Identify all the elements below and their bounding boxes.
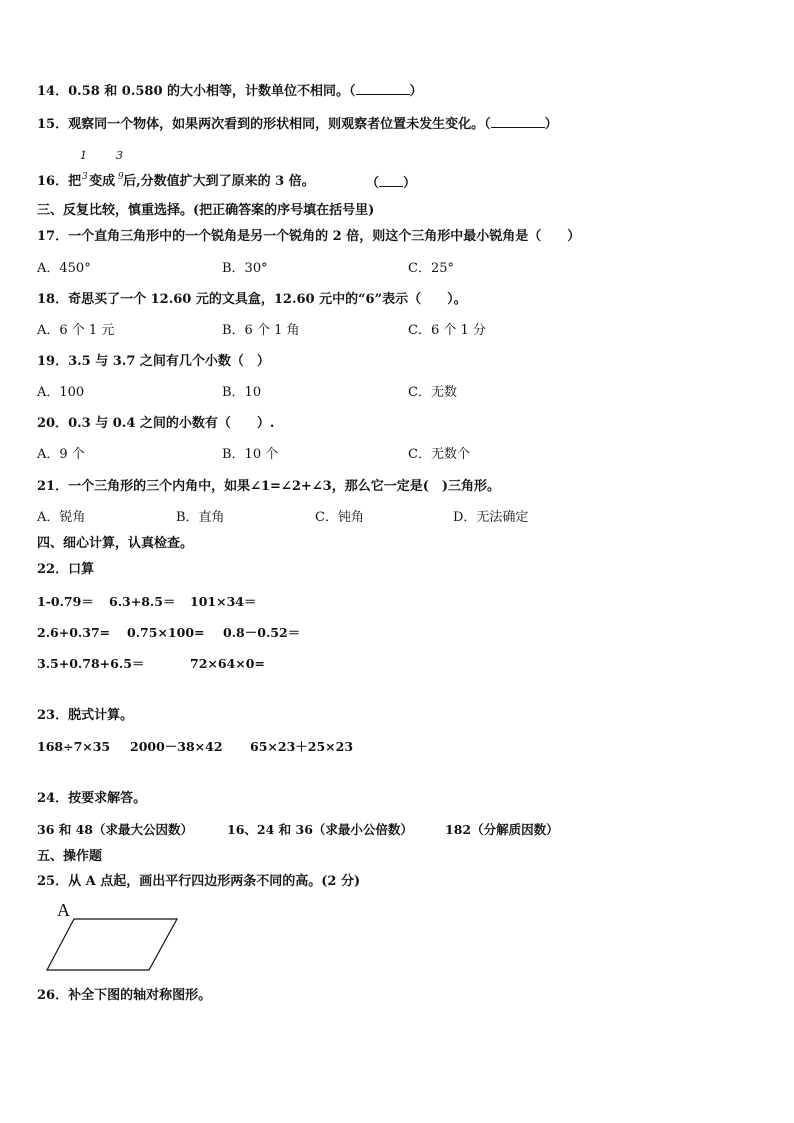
- option-a[interactable]: A．450°: [37, 261, 91, 276]
- calc-item: 2000－38×42: [130, 739, 223, 754]
- question-25: 25．从 A 点起，画出平行四边形两条不同的高。(2 分): [37, 874, 361, 889]
- option-a[interactable]: A．6 个 1 元: [37, 323, 115, 338]
- question-15: 15．观察同一个物体，如果两次看到的形状相同，则观察者位置未发生变化。（ ）: [37, 117, 558, 132]
- question-16-answer: （ ）: [366, 176, 417, 191]
- question-16: 16．把 变成 后,分数值扩大到了原来的 3 倍。: [37, 174, 315, 189]
- section-4-heading: 四、细心计算，认真检查。: [37, 536, 194, 551]
- calc-item: 2.6+0.37=: [37, 625, 111, 640]
- fraction-1-denominator: 3: [82, 172, 88, 182]
- question-23-title: 23．脱式计算。: [37, 708, 134, 723]
- question-17: 17．一个直角三角形中的一个锐角是另一个锐角的 2 倍，则这个三角形中最小锐角是（ ）: [37, 229, 581, 244]
- calc-item: 6.3+8.5＝: [109, 594, 176, 609]
- section-3-heading: 三、反复比较，慎重选择。(把正确答案的序号填在括号里): [37, 203, 375, 218]
- option-d[interactable]: D．无法确定: [453, 510, 529, 525]
- parallelogram-diagram: [40, 910, 190, 980]
- calc-item: 0.8－0.52＝: [223, 625, 301, 640]
- calc-item: 72×64×0=: [190, 656, 265, 671]
- answer-blank[interactable]: [379, 174, 403, 187]
- question-22-title: 22．口算: [37, 562, 95, 577]
- question-19: 19．3.5 与 3.7 之间有几个小数（ ）: [37, 354, 270, 369]
- calc-item: 1-0.79＝: [37, 594, 94, 609]
- option-a[interactable]: A．锐角: [37, 510, 86, 525]
- point-a-label: A: [57, 900, 70, 920]
- option-b[interactable]: B．10 个: [222, 447, 279, 462]
- question-20: 20．0.3 与 0.4 之间的小数有（ ）.: [37, 416, 275, 431]
- option-a[interactable]: A．9 个: [37, 447, 85, 462]
- option-b[interactable]: B．6 个 1 角: [222, 323, 300, 338]
- parallelogram-shape: [47, 919, 177, 970]
- answer-blank[interactable]: [356, 82, 410, 95]
- question-24-title: 24．按要求解答。: [37, 791, 147, 806]
- option-b[interactable]: B．直角: [176, 510, 225, 525]
- option-c[interactable]: C．钝角: [315, 510, 364, 525]
- question-18: 18．奇思买了一个 12.60 元的文具盒，12.60 元中的“6”表示（ ）。: [37, 292, 467, 307]
- option-c[interactable]: C．无数: [408, 385, 457, 400]
- option-a[interactable]: A．100: [37, 385, 85, 400]
- calc-item: 101×34＝: [190, 594, 257, 609]
- task-item: 36 和 48（求最大公因数）: [37, 822, 193, 837]
- question-26: 26．补全下图的轴对称图形。: [37, 988, 212, 1003]
- option-c[interactable]: C．6 个 1 分: [408, 323, 486, 338]
- option-b[interactable]: B．10: [222, 385, 262, 400]
- question-21: 21．一个三角形的三个内角中，如果∠1=∠2+∠3，那么它一定是( )三角形。: [37, 479, 500, 494]
- task-item: 16、24 和 36（求最小公倍数）: [227, 822, 413, 837]
- task-item: 182（分解质因数）: [445, 822, 559, 837]
- calc-item: 65×23＋25×23: [250, 739, 354, 754]
- fraction-1-numerator: 1: [80, 149, 87, 162]
- section-5-heading: 五、操作题: [37, 849, 103, 864]
- answer-blank[interactable]: [491, 115, 545, 128]
- question-14: 14．0.58 和 0.580 的大小相等，计数单位不相同。（ ）: [37, 84, 423, 99]
- option-c[interactable]: C．无数个: [408, 447, 470, 462]
- calc-item: 0.75×100=: [127, 625, 205, 640]
- fraction-2-numerator: 3: [116, 149, 123, 162]
- calc-item: 168÷7×35: [37, 739, 111, 754]
- option-b[interactable]: B．30°: [222, 261, 268, 276]
- calc-item: 3.5+0.78+6.5＝: [37, 656, 145, 671]
- option-c[interactable]: C．25°: [408, 261, 454, 276]
- fraction-2-denominator: 9: [118, 172, 124, 182]
